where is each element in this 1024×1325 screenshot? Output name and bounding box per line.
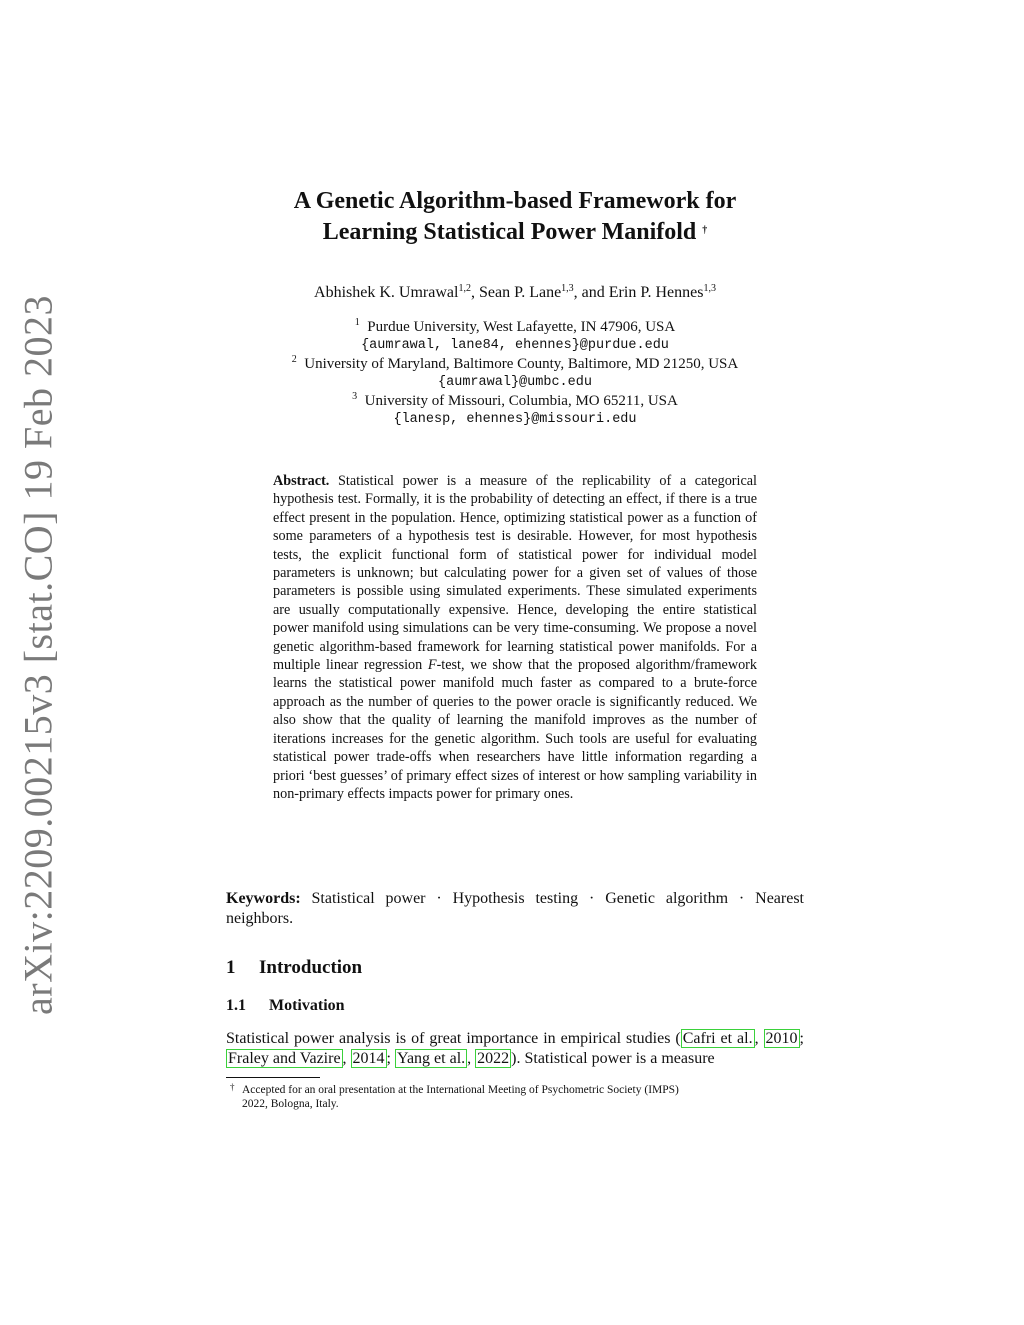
- title-line-2-text: Learning Statistical Power Manifold: [322, 219, 697, 245]
- keywords-text: Statistical power · Hypothesis testing · Genetic algorithm · Nearest neighbors.: [226, 890, 804, 927]
- citation-link[interactable]: 2010: [765, 1030, 798, 1047]
- abstract-text: Statistical power is a measure of the replicability of a categorical hypothesis test. Formally, it is the probability of detecting an effect, if there is a true effect present in the population. Hence, optimizing statistical power as a function of some parameters of a hypothesis test is desirable. However, for most hypothesis tests, the explicit functional form of statistical power for individual model parameters is unknown; but calculating power for a given set of values of those parameters is possible using simulated experiments. These simulated experiments are usually computationally expensive. Hence, developing the entire statistical power manifold using simulations can be very time-consuming. We propose a novel genetic algorithm-based framework for learning statistical power manifolds. For a multiple linear regression: [273, 473, 757, 674]
- abstract-text: -test, we show that the proposed algorithm/framework learns the statistical power manifold much faster as compared to a brute-force approach as the number of queries to the power oracle is significantly reduced. We also show that the quality of learning the manifold improves as the number of iterations increases for the genetic algorithm. Such tools are useful for evaluating statistical power trade-offs when researchers have little information regarding a priori ‘best guesses’ of primary effect sizes of interest or how sampling variability in non-primary effects impacts power for primary ones.: [273, 657, 757, 802]
- affiliation-email: {aumrawal, lane84, ehennes}@purdue.edu: [361, 337, 669, 353]
- intro-text: ;: [799, 1030, 804, 1047]
- abstract-label: Abstract.: [273, 473, 330, 489]
- affiliation-email: {lanesp, ehennes}@missouri.edu: [393, 411, 637, 427]
- citation-link[interactable]: 2014: [352, 1050, 385, 1067]
- author-separator: , and: [573, 284, 609, 301]
- author-name: Abhishek K. Umrawal: [314, 284, 459, 301]
- footnote: [226, 1083, 806, 1111]
- footnote-divider: [226, 1077, 320, 1078]
- author-name: Sean P. Lane: [478, 284, 562, 301]
- section-heading: [226, 957, 362, 979]
- title-line-2: [200, 217, 830, 248]
- author-affil-sup: 1,3: [561, 283, 574, 294]
- paper-title: [200, 186, 830, 248]
- title-line-1: A Genetic Algorithm-based Framework for: [293, 188, 737, 214]
- intro-text: ,: [467, 1050, 476, 1067]
- affiliation-name: University of Maryland, Baltimore County, Baltimore, MD 21250, USA: [304, 356, 739, 372]
- intro-paragraph: [226, 1029, 804, 1069]
- section-number: 1: [226, 957, 236, 978]
- footnote-mark: †: [230, 1082, 235, 1092]
- affiliation-number: 2: [291, 354, 297, 365]
- affiliation: [200, 355, 830, 374]
- keywords: [226, 889, 804, 929]
- intro-text: ). Statistical power is a measure: [511, 1050, 715, 1067]
- affiliation-number: 1: [354, 317, 360, 328]
- citation-link[interactable]: Cafri et al.: [682, 1030, 753, 1047]
- affiliation-list: [200, 318, 830, 429]
- author-list: [200, 284, 830, 302]
- subsection-number: 1.1: [226, 997, 246, 1014]
- citation-link[interactable]: 2022: [477, 1050, 510, 1067]
- citation-link[interactable]: Yang et al.: [397, 1050, 466, 1067]
- intro-text: Statistical power analysis is of great importance in empirical studies (: [226, 1030, 681, 1047]
- footnote-text-continued: 2022, Bologna, Italy.: [242, 1098, 339, 1110]
- title-footnote-mark: †: [702, 225, 708, 236]
- affiliation-number: 3: [352, 391, 358, 402]
- abstract: [273, 472, 757, 803]
- author-separator: ,: [470, 284, 479, 301]
- intro-text: ;: [386, 1050, 395, 1067]
- intro-text: ,: [754, 1030, 764, 1047]
- affiliation-name: Purdue University, West Lafayette, IN 47906, USA: [367, 319, 676, 335]
- keywords-label: Keywords:: [226, 890, 301, 907]
- footnote-text: Accepted for an oral presentation at the International Meeting of Psychometric Society (IMPS): [242, 1084, 679, 1096]
- subsection-heading: [226, 997, 345, 1015]
- intro-text: ,: [342, 1050, 351, 1067]
- subsection-title: Motivation: [269, 997, 345, 1014]
- author-affil-sup: 1,2: [458, 283, 471, 294]
- author-name: Erin P. Hennes: [608, 284, 704, 301]
- affiliation: [200, 318, 830, 337]
- arxiv-identifier-stamp: arXiv:2209.00215v3 [stat.CO] 19 Feb 2023: [15, 295, 61, 1015]
- author-affil-sup: 1,3: [703, 283, 716, 294]
- section-title: Introduction: [259, 957, 363, 978]
- affiliation-name: University of Missouri, Columbia, MO 65211, USA: [364, 393, 678, 409]
- citation-link[interactable]: Fraley and Vazire: [228, 1050, 341, 1067]
- affiliation: [200, 392, 830, 411]
- affiliation-email: {aumrawal}@umbc.edu: [438, 374, 592, 390]
- abstract-math-variable: F: [427, 657, 437, 674]
